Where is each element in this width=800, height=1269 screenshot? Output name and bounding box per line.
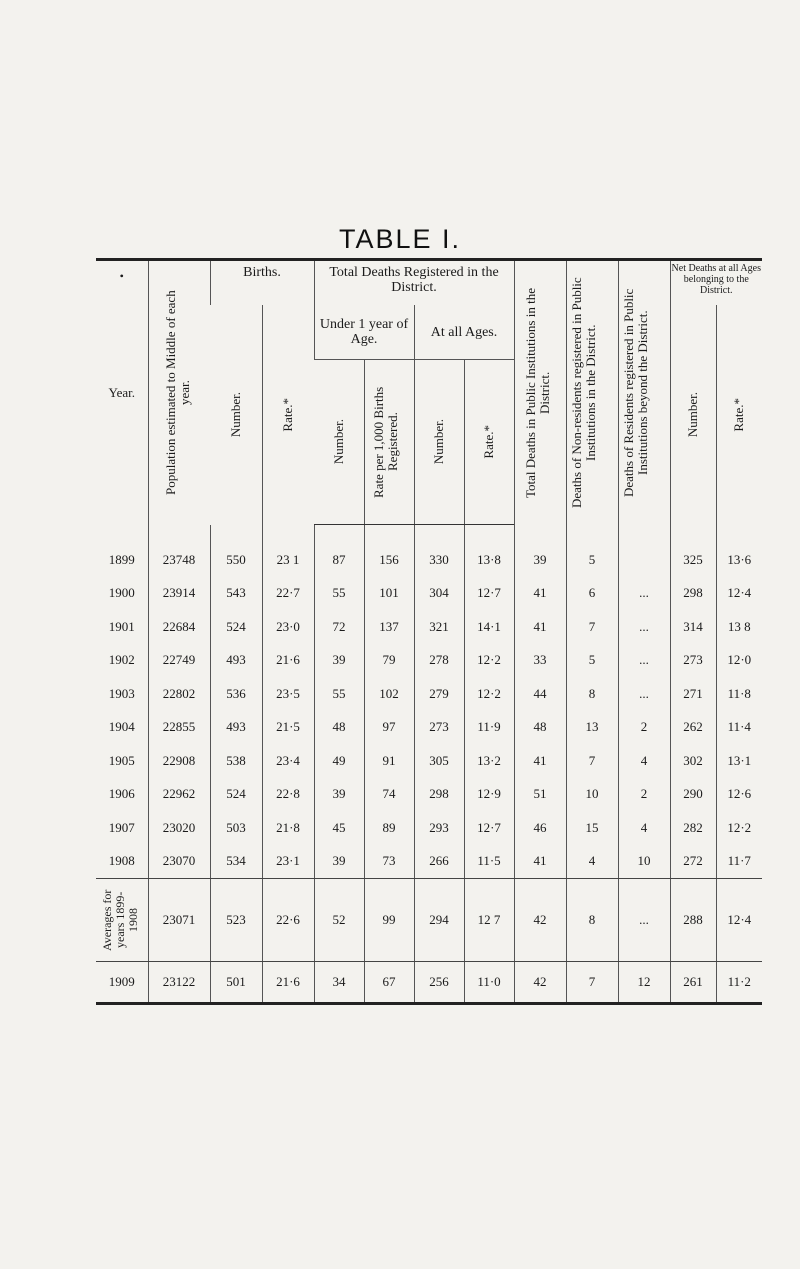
cell-nr: 11·2 <box>716 962 762 1004</box>
cell-ur: 67 <box>364 962 414 1004</box>
cell-nonres: 10 <box>566 778 618 812</box>
cell-nonres: 7 <box>566 610 618 644</box>
table-row <box>96 744 762 778</box>
cell-ur: 102 <box>364 677 414 711</box>
cell-un: 87 <box>314 525 364 577</box>
cell-bn: 550 <box>210 525 262 577</box>
cell-an: 273 <box>414 711 464 745</box>
cell-nr: 11·8 <box>716 677 762 711</box>
cell-un: 72 <box>314 610 364 644</box>
cell-pop: 23070 <box>148 845 210 879</box>
cell-year: 1903 <box>108 685 135 701</box>
cell-nonres: 6 <box>566 577 618 611</box>
cell-pop: 22749 <box>148 644 210 678</box>
cell-an: 293 <box>414 811 464 845</box>
cell-res: ... <box>618 610 670 644</box>
nonresident-deaths-header: Deaths of Non-residents registered in Public Institutions in the District. <box>566 260 618 525</box>
cell-res: ... <box>618 577 670 611</box>
cell-an: 298 <box>414 778 464 812</box>
population-header: Population estimated to Middle of each year. <box>148 260 210 525</box>
cell-nr: 13·1 <box>716 744 762 778</box>
cell-an: 321 <box>414 610 464 644</box>
cell-pop: 23020 <box>148 811 210 845</box>
cell-year: 1899 <box>108 551 135 567</box>
table-body <box>96 525 762 1004</box>
cell-bn: 503 <box>210 811 262 845</box>
cell-nr: 12·4 <box>716 577 762 611</box>
cell-ur: 73 <box>364 845 414 879</box>
births-header: Births. <box>210 260 314 306</box>
cell-inst: 51 <box>514 778 566 812</box>
cell-ur: 91 <box>364 744 414 778</box>
cell-nn: 288 <box>670 879 716 962</box>
cell-an: 278 <box>414 644 464 678</box>
cell-un: 55 <box>314 677 364 711</box>
cell-nr: 12·2 <box>716 811 762 845</box>
cell-nr: 13·6 <box>716 525 762 577</box>
table-row <box>96 644 762 678</box>
cell-un: 48 <box>314 711 364 745</box>
cell-year: 1907 <box>108 819 135 835</box>
table-row <box>96 677 762 711</box>
cell-res: 2 <box>618 711 670 745</box>
births-number-header: Number. <box>227 392 243 438</box>
cell-bn: 501 <box>210 962 262 1004</box>
cell-ar: 12·7 <box>464 577 514 611</box>
net-deaths-header: Net Deaths at all Ages belonging to the District. <box>670 260 762 306</box>
cell-pop: 23122 <box>148 962 210 1004</box>
cell-bn: 493 <box>210 711 262 745</box>
cell-nonres: 8 <box>566 879 618 962</box>
cell-br: 22·7 <box>262 577 314 611</box>
table-row <box>96 845 762 879</box>
cell-nn: 302 <box>670 744 716 778</box>
cell-pop: 22908 <box>148 744 210 778</box>
all-rate-header: Rate.* <box>464 360 514 525</box>
cell-year: 1901 <box>108 618 135 634</box>
cell-nonres: 5 <box>566 525 618 577</box>
cell-br: 23·1 <box>262 845 314 879</box>
cell-ar: 13·2 <box>464 744 514 778</box>
cell-nn: 314 <box>670 610 716 644</box>
cell-pop: 22962 <box>148 778 210 812</box>
cell-an: 294 <box>414 879 464 962</box>
cell-pop: 22802 <box>148 677 210 711</box>
cell-inst: 41 <box>514 577 566 611</box>
cell-nr: 12·4 <box>716 879 762 962</box>
cell-res: 10 <box>618 845 670 879</box>
cell-ur: 156 <box>364 525 414 577</box>
cell-nonres: 8 <box>566 677 618 711</box>
bullet-mark: • <box>119 269 124 283</box>
cell-un: 55 <box>314 577 364 611</box>
cell-bn: 543 <box>210 577 262 611</box>
cell-res <box>618 525 670 577</box>
cell-year: 1908 <box>96 845 148 879</box>
cell-nonres: 7 <box>566 962 618 1004</box>
institution-deaths-header: Total Deaths in Public Institutions in the District. <box>514 260 566 525</box>
cell-ur: 89 <box>364 811 414 845</box>
cell-year: 1902 <box>108 652 135 668</box>
under1-header: Under 1 year of Age. <box>314 305 414 360</box>
cell-bn: 524 <box>210 778 262 812</box>
cell-nr: 13 8 <box>716 610 762 644</box>
cell-nr: 11·4 <box>716 711 762 745</box>
net-rate-header: Rate.* <box>716 305 762 525</box>
cell-bn: 524 <box>210 610 262 644</box>
table-row <box>96 577 762 611</box>
cell-ar: 11·9 <box>464 711 514 745</box>
cell-nn: 325 <box>670 525 716 577</box>
all-number-header: Number. <box>414 360 464 525</box>
cell-nonres: 15 <box>566 811 618 845</box>
cell-un: 49 <box>314 744 364 778</box>
cell-ur: 79 <box>364 644 414 678</box>
cell-inst: 41 <box>514 610 566 644</box>
cell-br: 21·5 <box>262 711 314 745</box>
cell-an: 330 <box>414 525 464 577</box>
cell-ur: 74 <box>364 778 414 812</box>
net-number-header: Number. <box>670 305 716 525</box>
table-row <box>96 711 762 745</box>
cell-br: 23·4 <box>262 744 314 778</box>
cell-ur: 101 <box>364 577 414 611</box>
cell-nonres: 4 <box>566 845 618 879</box>
cell-nn: 298 <box>670 577 716 611</box>
cell-res: 4 <box>618 811 670 845</box>
cell-un: 39 <box>314 778 364 812</box>
cell-un: 39 <box>314 644 364 678</box>
resident-deaths-beyond-header: Deaths of Residents registered in Public Institutions beyond the District. <box>618 260 670 525</box>
cell-bn: 534 <box>210 845 262 879</box>
cell-inst: 44 <box>514 677 566 711</box>
cell-ar: 12·2 <box>464 644 514 678</box>
cell-inst: 46 <box>514 811 566 845</box>
cell-nn: 282 <box>670 811 716 845</box>
cell-pop: 22855 <box>148 711 210 745</box>
cell-br: 23·5 <box>262 677 314 711</box>
cell-un: 34 <box>314 962 364 1004</box>
cell-pop: 22684 <box>148 610 210 644</box>
cell-un: 39 <box>314 845 364 879</box>
cell-inst: 41 <box>514 744 566 778</box>
cell-ar: 12·9 <box>464 778 514 812</box>
cell-nr: 12·0 <box>716 644 762 678</box>
cell-year: 1904 <box>108 719 135 735</box>
cell-year: 1900 <box>108 585 135 601</box>
cell-year: 1906 <box>108 786 135 802</box>
statistics-table <box>96 258 762 1005</box>
cell-ur: 99 <box>364 879 414 962</box>
cell-res: ... <box>618 677 670 711</box>
cell-year: 1905 <box>108 752 135 768</box>
cell-nr: 12·6 <box>716 778 762 812</box>
cell-pop: 23914 <box>148 577 210 611</box>
cell-bn: 536 <box>210 677 262 711</box>
cell-res: 4 <box>618 744 670 778</box>
averages-label: Averages for years 1899-1908 <box>96 879 148 962</box>
cell-bn: 523 <box>210 879 262 962</box>
cell-ar: 11·5 <box>464 845 514 879</box>
births-rate-header: Rate.* <box>262 305 314 525</box>
cell-inst: 41 <box>514 845 566 879</box>
cell-res: ... <box>618 644 670 678</box>
cell-an: 279 <box>414 677 464 711</box>
cell-br: 21·8 <box>262 811 314 845</box>
cell-ur: 97 <box>364 711 414 745</box>
cell-inst: 42 <box>514 879 566 962</box>
table-row <box>96 610 762 644</box>
cell-un: 45 <box>314 811 364 845</box>
under1-rate-header: Rate per 1,000 Births Registered. <box>364 360 414 525</box>
cell-br: 23 1 <box>262 525 314 577</box>
table-row <box>96 778 762 812</box>
cell-ar: 13·8 <box>464 525 514 577</box>
cell-pop: 23748 <box>148 525 210 577</box>
cell-un: 52 <box>314 879 364 962</box>
cell-inst: 39 <box>514 525 566 577</box>
cell-ar: 12·7 <box>464 811 514 845</box>
cell-nr: 11·7 <box>716 845 762 879</box>
cell-bn: 493 <box>210 644 262 678</box>
all-ages-header: At all Ages. <box>414 305 514 360</box>
cell-br: 22·8 <box>262 778 314 812</box>
cell-nn: 262 <box>670 711 716 745</box>
cell-ar: 12 7 <box>464 879 514 962</box>
cell-nn: 290 <box>670 778 716 812</box>
cell-br: 23·0 <box>262 610 314 644</box>
cell-nn: 273 <box>670 644 716 678</box>
cell-res: 2 <box>618 778 670 812</box>
cell-year: 1909 <box>96 962 148 1004</box>
cell-nn: 271 <box>670 677 716 711</box>
cell-nonres: 7 <box>566 744 618 778</box>
cell-bn: 538 <box>210 744 262 778</box>
cell-nonres: 13 <box>566 711 618 745</box>
cell-an: 266 <box>414 845 464 879</box>
total-deaths-header: Total Deaths Registered in the District. <box>314 260 514 306</box>
cell-ar: 11·0 <box>464 962 514 1004</box>
cell-an: 256 <box>414 962 464 1004</box>
table-row <box>96 525 762 577</box>
cell-res: 12 <box>618 962 670 1004</box>
table-title: TABLE I. <box>338 224 462 254</box>
under1-number-header: Number. <box>314 360 364 525</box>
cell-pop: 23071 <box>148 879 210 962</box>
table-row <box>96 811 762 845</box>
cell-ur: 137 <box>364 610 414 644</box>
current-year-row <box>96 962 762 1004</box>
cell-ar: 12·2 <box>464 677 514 711</box>
year-header <box>96 260 148 525</box>
cell-nn: 272 <box>670 845 716 879</box>
cell-inst: 42 <box>514 962 566 1004</box>
averages-row <box>96 879 762 962</box>
cell-br: 21·6 <box>262 962 314 1004</box>
cell-res: ... <box>618 879 670 962</box>
year-header-label: Year. <box>108 385 135 401</box>
cell-inst: 33 <box>514 644 566 678</box>
cell-an: 304 <box>414 577 464 611</box>
cell-inst: 48 <box>514 711 566 745</box>
cell-nn: 261 <box>670 962 716 1004</box>
cell-ar: 14·1 <box>464 610 514 644</box>
cell-nonres: 5 <box>566 644 618 678</box>
cell-br: 21·6 <box>262 644 314 678</box>
cell-br: 22·6 <box>262 879 314 962</box>
cell-an: 305 <box>414 744 464 778</box>
